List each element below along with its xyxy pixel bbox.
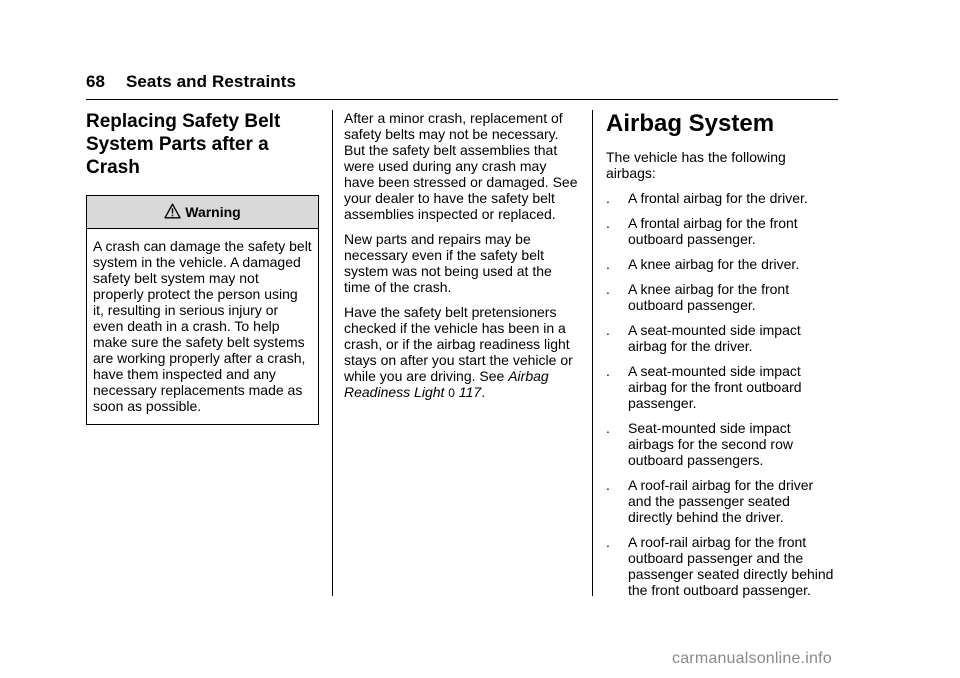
paragraph: New parts and repairs may be necessary even if the safety belt system was not being used at the time of the crash. — [344, 231, 552, 295]
list-item — [606, 363, 834, 411]
list-item — [606, 322, 834, 354]
list-item — [606, 256, 834, 272]
bullet: . — [606, 534, 610, 550]
column-3 — [606, 110, 834, 607]
bullet: . — [606, 363, 610, 379]
cross-reference-page[interactable]: 117 — [458, 384, 482, 400]
bullet: . — [606, 477, 610, 493]
bullet: . — [606, 256, 610, 272]
list-item-text: A frontal airbag for the front outboard passenger. — [628, 215, 798, 247]
warning-text: A crash can damage the safety belt system in the vehicle. A damaged safety belt system may not properly protect the person using it, resulting in serious injury or even death in a crash. To help make sure the safety belt systems are working properly after a crash, have them inspected and any necessary replacements made as soon as possible. — [93, 238, 312, 414]
paragraph — [344, 304, 580, 401]
bullet: . — [606, 281, 610, 297]
airbag-list — [606, 190, 834, 598]
page-reference-icon: 0 — [448, 386, 455, 400]
list-item-text: A roof-rail airbag for the driver and the passenger seated directly behind the driver. — [628, 477, 814, 525]
list-item — [606, 190, 834, 206]
cross-reference-link[interactable]: Airbag Readiness Light — [344, 368, 549, 400]
section-title-line: Crash — [86, 157, 140, 178]
paragraph-text: Have the safety belt pretensioners checked if the vehicle has been in a crash, or if the airbag readiness light stays on after you start the vehicle or while you are driving. See — [344, 304, 573, 384]
watermark: carmanualsonline.info — [672, 650, 832, 667]
list-item-text: Seat-mounted side impact airbags for the second row outboard passengers. — [628, 420, 793, 468]
section-title-line: Replacing Safety Belt — [86, 111, 281, 132]
list-item — [606, 420, 834, 468]
paragraph: After a minor crash, replacement of safety belts may not be necessary. But the safety belt assemblies that were used during any crash may have been stressed or damaged. See your dealer to have the safety belt assemblies inspected or replaced. — [344, 110, 578, 222]
warning-label: Warning — [185, 204, 241, 220]
list-item — [606, 477, 834, 525]
airbag-intro: The vehicle has the following airbags: — [606, 149, 786, 181]
column-divider-2 — [592, 110, 593, 596]
bullet: . — [606, 190, 610, 206]
airbag-section-title: Airbag System — [606, 110, 775, 137]
list-item-text: A seat-mounted side impact airbag for the driver. — [628, 322, 801, 354]
page-number: 68 — [86, 72, 106, 91]
list-item-text: A frontal airbag for the driver. — [628, 190, 808, 206]
paragraph-end: . — [481, 384, 486, 400]
page-header — [86, 72, 296, 92]
list-item — [606, 215, 834, 247]
list-item-text: A knee airbag for the front outboard passenger. — [628, 281, 790, 313]
bullet: . — [606, 215, 610, 231]
list-item — [606, 281, 834, 313]
list-item-text: A roof-rail airbag for the front outboard passenger and the passenger seated directly behind the front outboard passenger. — [628, 534, 834, 598]
warning-header — [87, 196, 318, 229]
list-item-text: A knee airbag for the driver. — [628, 256, 800, 272]
section-name: Seats and Restraints — [125, 72, 297, 91]
column-2 — [344, 110, 580, 410]
list-item — [606, 534, 834, 598]
section-title-line: System Parts after a — [86, 134, 269, 155]
list-item-text: A seat-mounted side impact airbag for the front outboard passenger. — [628, 363, 802, 411]
bullet: . — [606, 322, 610, 338]
column-divider-1 — [332, 110, 333, 596]
warning-box — [86, 195, 319, 425]
warning-triangle-icon — [164, 203, 185, 222]
header-rule — [86, 99, 838, 100]
bullet: . — [606, 420, 610, 436]
column-1 — [86, 110, 320, 425]
section-title — [86, 110, 320, 179]
